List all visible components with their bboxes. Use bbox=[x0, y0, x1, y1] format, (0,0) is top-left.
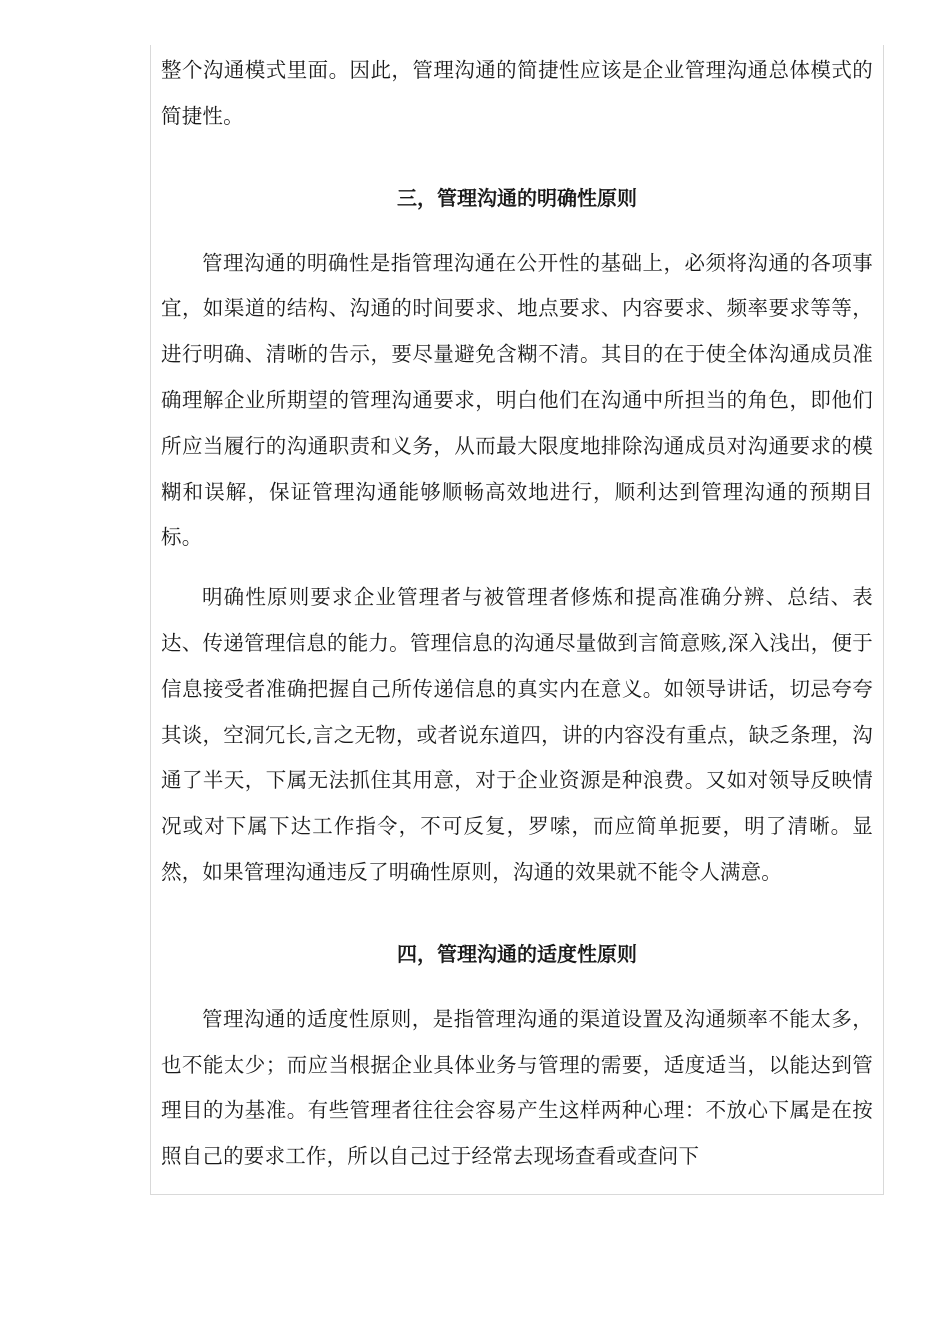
section-heading-3: 三，管理沟通的明确性原则 bbox=[397, 185, 637, 210]
paragraph-continued: 整个沟通模式里面。因此，管理沟通的简捷性应该是企业管理沟通总体模式的简捷性。 bbox=[161, 58, 873, 128]
paragraph-moderation-definition: 管理沟通的适度性原则，是指管理沟通的渠道设置及沟通频率不能太多，也不能太少；而应当根据企业具体业务与管理的需要，适度适当，以能达到管理目的为基准。有些管理者往往会容易产生这样两种心理：不放心下属是在按照自己的要求工作，所以自己过于经常去现场查看或查问下 bbox=[161, 1006, 873, 1169]
spacer bbox=[161, 896, 873, 932]
spacer bbox=[161, 140, 873, 176]
section-heading-4: 四，管理沟通的适度性原则 bbox=[397, 941, 637, 966]
spacer bbox=[161, 221, 873, 241]
spacer bbox=[161, 977, 873, 997]
spacer bbox=[161, 561, 873, 575]
document-page bbox=[150, 45, 884, 1195]
paragraph-clarity-definition: 管理沟通的明确性是指管理沟通在公开性的基础上，必须将沟通的各项事宜，如渠道的结构、沟通的时间要求、地点要求、内容要求、频率要求等等，进行明确、清晰的告示，要尽量避免含糊不清。其目的在于使全体沟通成员准确理解企业所期望的管理沟通要求，明白他们在沟通中所担当的角色，即他们所应当履行的沟通职责和义务，从而最大限度地排除沟通成员对沟通要求的模糊和误解，保证管理沟通能够顺畅高效地进行，顺利达到管理沟通的预期目标。 bbox=[161, 250, 873, 550]
paragraph-clarity-requirements: 明确性原则要求企业管理者与被管理者修炼和提高准确分辨、总结、表达、传递管理信息的能力。管理信息的沟通尽量做到言简意赅,深入浅出，便于信息接受者准确把握自己所传递信息的真实内在意义。如领导讲话，切忌夸夸其谈，空洞冗长,言之无物，或者说东道四，讲的内容没有重点，缺乏条理，沟通了半天，下属无法抓住其用意，对于企业资源是种浪费。又如对领导反映情况或对下属下达工作指令，不可反复，罗嗦，而应简单扼要，明了清晰。显然，如果管理沟通违反了明确性原则，沟通的效果就不能令人满意。 bbox=[161, 585, 873, 884]
